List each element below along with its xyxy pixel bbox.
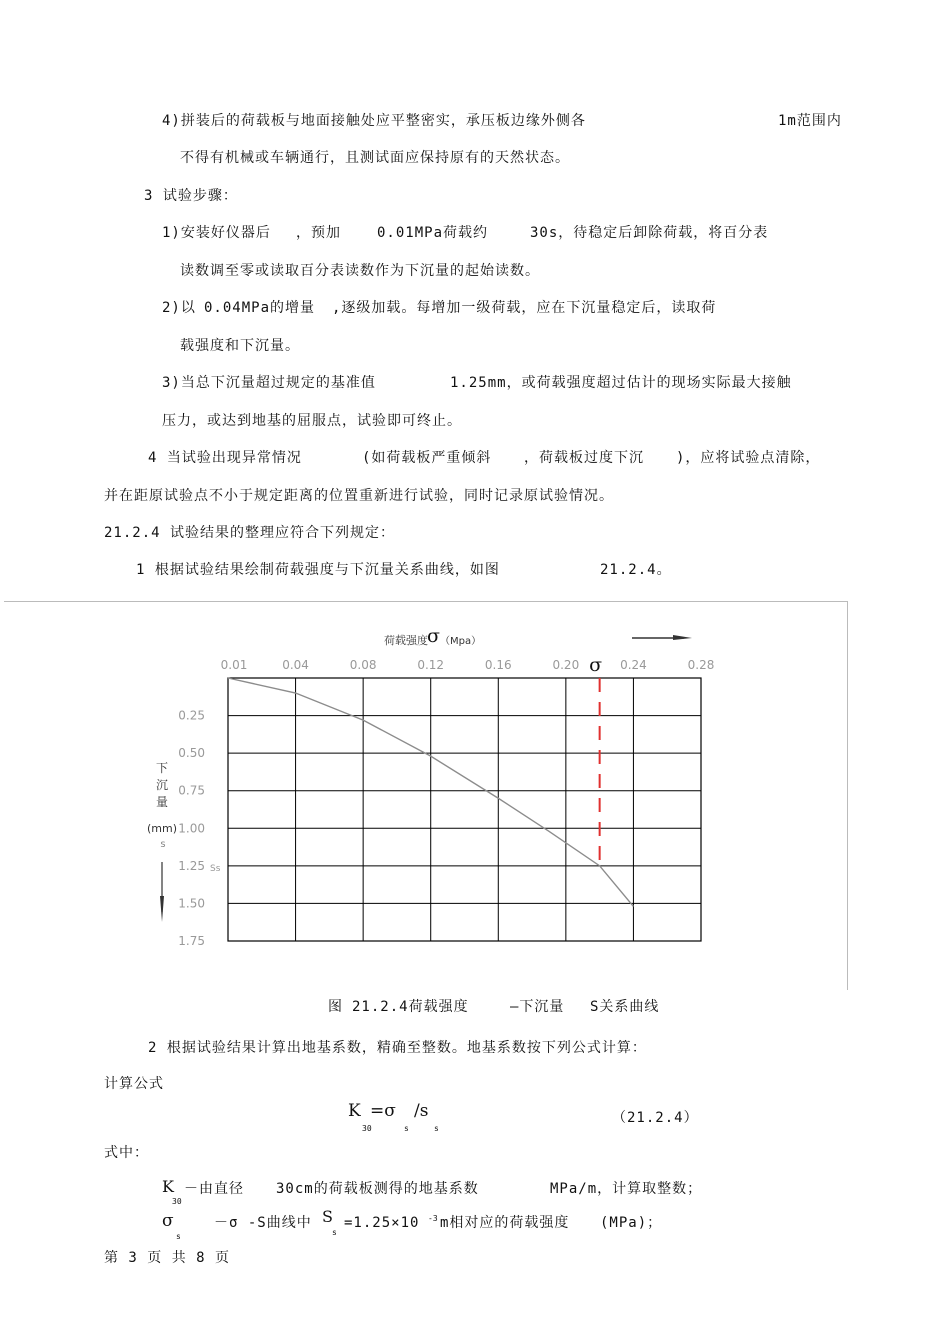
def-k-sub: 30 — [172, 1197, 182, 1206]
x-tick-label: 0.08 — [349, 658, 377, 672]
paragraph-line: 3)当总下沉量超过规定的基准值 — [162, 375, 376, 391]
sigma-s-marker-label: σ — [589, 654, 603, 676]
paragraph-line: 0.04MPa的增量 — [204, 300, 316, 316]
y-tick-label: 0.25 — [178, 708, 205, 723]
formula — [348, 1102, 468, 1138]
paragraph-line: )，应将试验点清除， — [676, 450, 821, 466]
chart-title-unit: （Mpa） — [440, 636, 482, 647]
page-footer: 第 3 页 共 8 页 — [104, 1250, 231, 1266]
figure-caption: S关系曲线 — [590, 999, 660, 1015]
y-axis-arrow-head — [160, 896, 164, 922]
paragraph-line: 载强度和下沉量。 — [180, 338, 300, 354]
x-tick-label: 0.12 — [417, 658, 445, 672]
definition-text: m相对应的荷载强度 — [440, 1215, 570, 1231]
y-axis-symbol: s — [160, 839, 166, 850]
y-axis-unit: (mm) — [146, 822, 178, 835]
def-exponent: -3 — [428, 1214, 438, 1223]
definition-text: －σ -S曲线中 — [214, 1215, 312, 1231]
x-tick-label: 0.24 — [620, 658, 647, 672]
load-settlement-chart — [0, 600, 950, 992]
paragraph-line: 读数调至零或读取百分表读数作为下沉量的起始读数。 — [180, 263, 540, 279]
formula-eq: =σ — [370, 1101, 396, 1121]
formula-number: （21.2.4） — [612, 1110, 699, 1126]
paragraph-line: ，预加 — [296, 225, 341, 241]
paragraph-line: 并在距原试验点不小于规定距离的位置重新进行试验，同时记录原试验情况。 — [104, 488, 614, 504]
definition-text: MPa/m，计算取整数； — [550, 1181, 703, 1197]
y-tick-label: 1.00 — [178, 821, 205, 836]
paragraph-line: 计算公式 — [104, 1076, 164, 1092]
definition-text: 30cm的荷载板测得的地基系数 — [276, 1181, 479, 1197]
formula-slash: /s — [414, 1101, 429, 1121]
figure-caption: —下沉量 — [510, 999, 565, 1015]
formula-s-sub: s — [434, 1124, 439, 1133]
paragraph-line: 4)拼装后的荷载板与地面接触处应平整密实，承压板边缘外侧各 — [162, 113, 586, 129]
y-tick-label: 0.75 — [178, 783, 205, 798]
x-tick-label: 0.04 — [282, 658, 309, 672]
y-tick-label: 1.50 — [178, 896, 205, 911]
paragraph-line: 1 根据试验结果绘制荷载强度与下沉量关系曲线，如图 — [136, 562, 500, 578]
def-sigma-sub: s — [176, 1232, 181, 1241]
y-tick-label: 0.50 — [178, 746, 205, 761]
definition-text: －由直径 — [184, 1181, 244, 1197]
x-tick-label: 0.20 — [552, 658, 580, 672]
figure-reference: 21.2.4。 — [600, 562, 672, 578]
paragraph-line: 1m范围内 — [778, 113, 842, 129]
paragraph-line: 4 当试验出现异常情况 — [148, 450, 302, 466]
chart-title: 荷载强度 — [384, 634, 428, 647]
x-tick-label: 0.01 — [220, 658, 248, 672]
y-tick-label: 1.25 — [178, 858, 205, 873]
y-axis-label: 下 — [155, 761, 169, 775]
paragraph-line: (如荷载板严重倾斜 — [362, 450, 492, 466]
formula-sigma-sub: s — [404, 1124, 409, 1133]
paragraph-line: 压力，或达到地基的屈服点，试验即可终止。 — [162, 413, 462, 429]
paragraph-line: 不得有机械或车辆通行，且测试面应保持原有的天然状态。 — [180, 150, 570, 166]
definition-text: (MPa)； — [600, 1215, 663, 1231]
paragraph-line: 式中： — [104, 1145, 149, 1161]
x-axis-arrow-head — [673, 635, 692, 640]
def-k: K — [162, 1177, 174, 1196]
ss-label: Ss — [210, 864, 221, 874]
paragraph-line: 1)安装好仪器后 — [162, 225, 271, 241]
section-heading: 3 试验步骤： — [144, 188, 238, 204]
y-axis-label: 沉 — [155, 778, 169, 792]
y-axis-label: 量 — [155, 795, 169, 809]
paragraph-line: 0.01MPa荷载约 — [377, 225, 489, 241]
section-heading: 21.2.4 试验结果的整理应符合下列规定： — [104, 525, 396, 541]
definition-text: =1.25×10 — [344, 1215, 420, 1231]
paragraph-line: ,逐级加载。每增加一级荷载，应在下沉量稳定后，读取荷 — [332, 300, 717, 316]
chart-title-symbol: σ — [427, 625, 440, 647]
x-tick-label: 0.28 — [687, 658, 715, 672]
figure-caption-prefix: 图 — [328, 999, 343, 1015]
paragraph-line: 2 根据试验结果计算出地基系数，精确至整数。地基系数按下列公式计算： — [148, 1040, 647, 1056]
formula-k: K — [348, 1101, 361, 1121]
formula-k-sub: 30 — [362, 1124, 372, 1133]
def-s: S — [322, 1207, 333, 1226]
paragraph-line: 30s，待稳定后卸除荷载，将百分表 — [530, 225, 769, 241]
figure-caption: 21.2.4荷载强度 — [352, 999, 469, 1015]
def-sigma: σ — [162, 1211, 174, 1231]
paragraph-line: ，荷载板过度下沉 — [524, 450, 644, 466]
paragraph-line: 2)以 — [162, 300, 196, 316]
y-tick-label: 1.75 — [178, 934, 205, 948]
paragraph-line: 1.25mm，或荷载强度超过估计的现场实际最大接触 — [450, 375, 792, 391]
def-s-sub: s — [332, 1228, 337, 1237]
x-tick-label: 0.16 — [484, 658, 512, 672]
